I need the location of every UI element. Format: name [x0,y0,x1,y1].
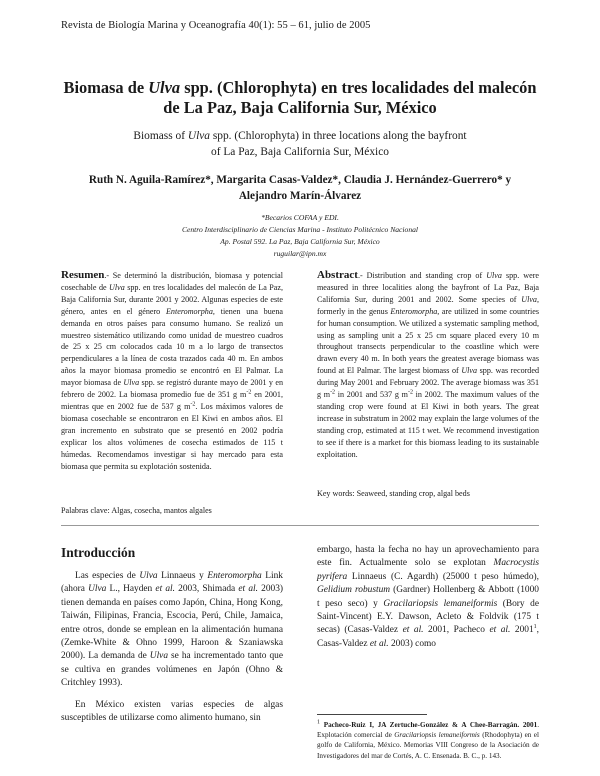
intro-text: L., Hayden [106,584,156,595]
intro-italic: et al. [369,638,389,649]
abstract-genus: Enteromorpha [390,306,438,316]
footnote-rule [317,714,427,715]
abstract-heading: Abstract [317,269,358,281]
resumen-block [61,270,283,472]
intro-text: Link (ahora [61,571,283,595]
abstract-text: .- Distribution and standing crop of [357,271,487,280]
article-title [40,78,560,118]
abstract-sup: -2 [330,389,336,396]
english-title [60,128,540,160]
keywords-es: Palabras clave: Algas, cosecha, mantos algales [61,506,212,515]
intro-text: 2003) tienen demanda en países como Japón, China, Hong Kong, Taiwán, Filipinas, Francia, Escocia, Perú, Chile, Jamaica, entre otros, donde se emplean en la alimentación humana (Zemke-White & Ohno 1999, Haroon & Szaniawska 2000). La demanda de [61,584,284,662]
author-list [60,172,540,204]
intro-italic: Gelidium robustum [317,585,391,596]
intro-text: Las especies de [75,571,140,581]
intro-italic: et al. [155,584,175,595]
footnote-mark: 1 [317,719,320,726]
intro-italic: Ulva [149,651,169,662]
keywords-en: Key words: Seaweed, standing crop, algal beds [317,489,470,498]
intro-text: 2003) como [388,638,436,649]
resumen-sup: -2 [190,401,196,408]
resumen-sup: -2 [246,389,252,396]
abstract-sup: -2 [407,389,413,396]
intro-italic: Ulva [139,571,158,581]
authors-line: Ruth N. Aguila-Ramírez*, Margarita Casas-Valdez*, Claudia J. Hernández-Guerrero* y [88,174,512,186]
resumen-heading: Resumen [61,269,105,281]
abstract-text: in 2002. The maximum values of the standing crop were found at El Kiwi in both years. The great increase in substratum in 2002 may explain the large volumes of the standing crop, estimated at 115 t wet. We recommend investigation to see if there is a market for this biomass leading to its sustainable exploitation. [317,390,539,459]
resumen-text: . Los máximos valores de biomasa cosechable se encontraron en El Kiwi en ambos años. El gran incremento en substrato que se presentó en 2002 podría explicar los altos volúmenes de cosecha estimados de 115 t húmedas. Recomendamos investigar si hay mercado para esta biomasa que permita su explotación sostenida. [61,401,283,471]
section-heading-introduccion: Introducción [61,545,136,560]
intro-text: 2003, Shimada [174,584,239,595]
resumen-genus: Ulva [109,282,125,292]
abstract-genus: Ulva [521,294,537,304]
footnote-italic: Gracilariopsis lemaneiformis [394,731,480,740]
intro-paragraph: En México existen varias especies de algas susceptibles de utilizarse como alimento humano, sin [61,699,283,724]
resumen-genus: Enteromorpha [165,306,213,316]
subtitle-text: spp. (Chlorophyta) in three locations along the bayfront [210,130,467,142]
intro-text: 2001 [510,625,534,636]
footnote-text: . Explotación comercial de [317,721,540,740]
subtitle-text: Biomass of [133,130,188,142]
intro-text: (Gardner) Hollenberg & Abbott (1000 t peso seco) y [317,585,539,609]
resumen-genus: Ulva [123,378,140,388]
intro-italic: et al. [489,625,511,636]
abstract-text: spp. was recorded during May 2001 and February 2002. The average biomass was 351 g m [317,366,539,400]
intro-italic: Gracilariopsis lemaneiformis [383,598,498,609]
intro-italic: Macrocystis pyrifera [317,558,539,582]
intro-text: embargo, hasta la fecha no hay un aprovechamiento para este fin. Actualmente solo se explotan [317,545,539,569]
abstract-block [317,270,539,461]
abstract-text: in 2001 and 537 g m [335,390,408,400]
subtitle-text: of La Paz, Baja California Sur, México [211,146,389,158]
resumen-text: , tienen una buena demanda en otros países para consumo humano. Se realizó un muestreo sistemático utilizando como unidad de muestreo cuadros de 25 x 25 cm colocados cada 10 m a lo largo de transectos perpendiculares a la línea de costa trazados cada 40 m. En ambos años la mayor biomasa promedio se encontró en El Palmar. La mayor biomasa de [61,306,283,388]
intro-column-right [317,544,539,651]
section-divider [61,525,539,526]
authors-line: Alejandro Marín-Álvarez [238,190,362,202]
abstract-genus: Ulva [486,271,502,280]
abstract-text: , formerly in the genus [317,294,539,316]
abstract-paragraph [317,270,539,461]
footnote-text: (Rhodophyta) en el golfo de California, México. Memorias VIII Congreso de la Asociación de Investigadores del mar de Cortés, A. C. Ensenada. B. C., p. 143. [317,731,539,760]
resumen-text: en 2001, mientras que en 2002 fue de 537 g m [61,390,284,411]
abstract-text: , are utilized in some countries for human consumption. We utilized a systematic sampling method, using as sampling unit a 25 x 25 cm square placed every 10 m throughout transects perpendicular to the coastline which were drawn every 40 m. In both years the greatest average biomass was found at El Palmar. The largest biomass of [317,306,540,376]
resumen-text: spp. se registró durante mayo de 2001 y en febrero de 2002. La biomasa promedio fue de 351 g m [61,378,283,400]
journal-header: Revista de Biología Marina y Oceanografía 40(1): 55 – 61, julio de 2005 [61,20,371,31]
intro-text: Linnaeus y [157,571,208,581]
intro-paragraph [61,570,283,691]
intro-column-left [61,570,283,725]
intro-italic: Ulva [88,584,107,595]
intro-italic: et al. [402,625,424,636]
intro-text: Linnaeus (C. Agardh) (25000 t peso húmedo), [347,571,539,582]
title-text: de La Paz, Baja California Sur, México [163,98,437,117]
footnote-authors: Pacheco-Ruiz I, JA Zertuche-González & A Chee-Barragán. 2001 [323,721,538,729]
author-email[interactable]: ruguilar@ipn.mx [273,249,327,258]
footnote [317,720,539,761]
resumen-text: .- Se determinó la distribución, biomasa y potencial cosechable de [61,271,283,292]
intro-text: se ha incrementado tanto que se cultiva en grandes volúmenes en Japón (Ohno & Critchley 1993). [61,651,283,689]
intro-italic: Enteromorpha [207,571,262,581]
affiliation [150,212,450,260]
abstract-genus: Ulva [461,366,478,376]
abstract-text: spp. were measured in three localities along the bayfront of La Paz, Baja California Sur, during 2001 and 2002. Some species of [317,271,539,304]
affiliation-line: Centro Interdisciplinario de Ciencias Marina - Instituto Politécnico Nacional [181,225,419,234]
affiliation-line: Ap. Postal 592. La Paz, Baja California Sur, México [220,237,380,246]
resumen-text: spp. en tres localidades del malecón de La Paz, Baja California Sur, durante 2001 y 2002. Algunas especies de este género, antes en el género [61,282,284,316]
title-genus: Ulva [148,78,181,97]
intro-text: , Casas-Valdez [317,625,540,649]
intro-paragraph [317,544,539,651]
title-text: Biomasa de [63,78,149,97]
resumen-paragraph [61,270,283,472]
intro-text: 2001, Pacheco [423,625,490,636]
footnote-ref: 1 [533,624,537,631]
intro-text: (Bory de Saint-Vincent) E.Y. Dawson, Acleto & Foldvik (175 t secas) (Casas-Valdez [317,598,539,636]
intro-italic: et al. [238,584,258,595]
title-text: spp. (Chlorophyta) en tres localidades del malecón [180,78,537,97]
subtitle-genus: Ulva [187,130,211,142]
affiliation-line: *Becarios COFAA y EDI. [261,213,339,222]
